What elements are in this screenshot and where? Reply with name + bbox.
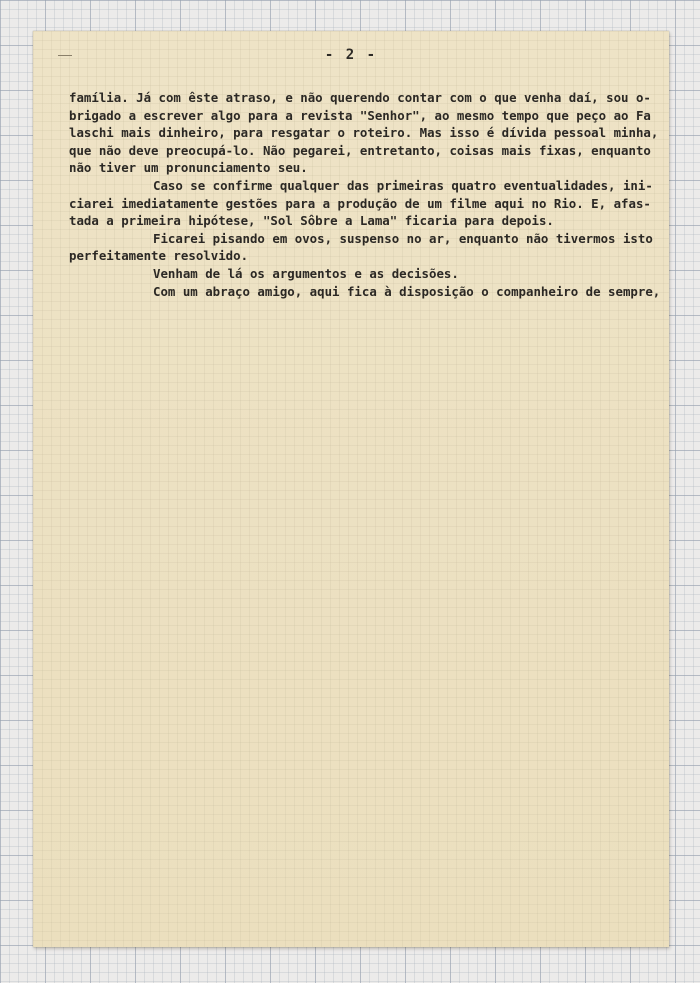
text-line: Venham de lá os argumentos e as decisões.	[153, 265, 459, 281]
page-number: - 2 -	[324, 47, 378, 63]
text-line: perfeitamente resolvido.	[69, 248, 249, 264]
text-line: Ficarei pisando em ovos, suspenso no ar, enquanto não tivermos isto	[153, 230, 653, 246]
typed-letter-page	[33, 31, 669, 947]
text-line: tada a primeira hipótese, "Sol Sôbre a Lama" ficaria para depois.	[69, 213, 554, 229]
text-line: que não deve preocupá-lo. Não pegarei, entretanto, coisas mais fixas, enquanto	[69, 142, 651, 158]
letter-body	[69, 89, 667, 300]
text-line: Com um abraço amigo, aqui fica à disposição o companheiro de sempre,	[153, 283, 661, 299]
text-line: ciarei imediatamente gestões para a produção de um filme aqui no Rio. E, afas-	[69, 195, 651, 211]
text-line: não tiver um pronunciamento seu.	[69, 160, 308, 176]
text-line: Caso se confirme qualquer das primeiras quatro eventualidades, ini-	[153, 177, 653, 193]
text-line: brigado a escrever algo para a revista "Senhor", ao mesmo tempo que peço ao Fa	[69, 107, 651, 123]
text-line: laschi mais dinheiro, para resgatar o roteiro. Mas isso é dívida pessoal minha,	[69, 125, 659, 141]
text-line: família. Já com êste atraso, e não querendo contar com o que venha daí, sou o-	[69, 90, 651, 105]
